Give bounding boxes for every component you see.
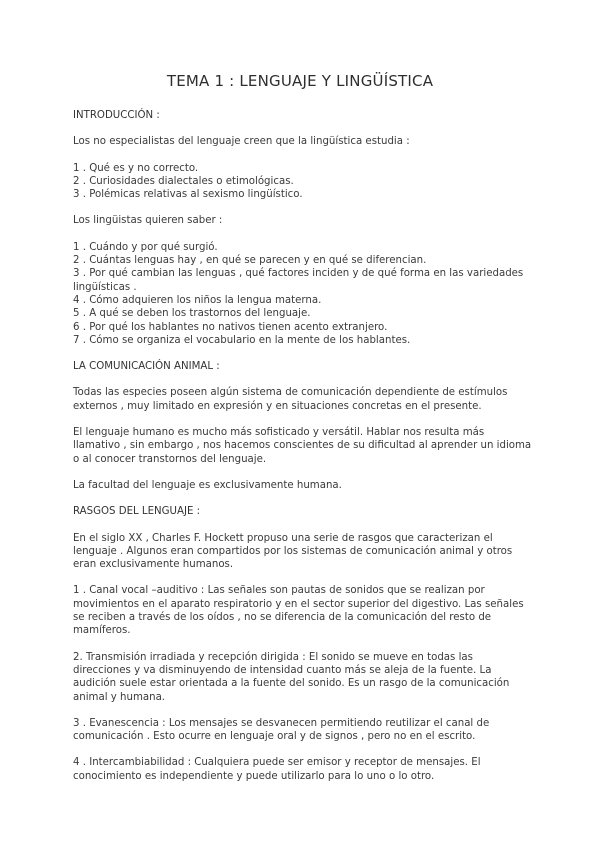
rasgo-item: 1 . Canal vocal –auditivo : Las señales son pautas de sonidos que se realizan por movimientos en el aparato respiratorio y en el sector superior del digestivo. Las señales se reciben a través de los oídos , no se diferencia de la comunicación del resto de mamíferos. [73, 585, 524, 637]
list-item: 6 . Por qué los hablantes no nativos tienen acento extranjero. [73, 321, 388, 333]
list-item: 5 . A qué se deben los trastornos del lenguaje. [73, 308, 311, 320]
animal-paragraph-2: El lenguaje humano es mucho más sofisticado y versátil. Hablar nos resulta más llamativo , sin embargo , nos hacemos conscientes de su dificultad al aprender un idioma o al conocer transtornos del lenguaje. [73, 427, 532, 465]
intro-paragraph-2: Los lingüistas quieren saber : [73, 215, 223, 227]
intro-heading: INTRODUCCIÓN : [73, 110, 160, 121]
rasgos-paragraph-1: En el siglo XX , Charles F. Hockett propuso una serie de rasgos que caracterizan el lenguaje . Algunos eran compartidos por los sistemas de comunicación animal y otros eran exclusivamente humanos. [73, 532, 513, 571]
rasgo-item: 2. Transmisión irradiada y recepción dirigida : El sonido se mueve en todas las direcciones y va disminuyendo de intensidad cuanto más se aleja de la fuente. La audición suele estar orientada a la fuente del sonido. Es un rasgo de la comunicación animal y humana. [73, 651, 510, 703]
list-item: 2 . Cuántas lenguas hay , en qué se parecen y en qué se diferencian. [73, 255, 427, 267]
rasgo-item: 4 . Intercambiabilidad : Cualquiera puede ser emisor y receptor de mensajes. El conocimiento es independiente y puede utilizarlo para lo uno o lo otro. [73, 757, 481, 782]
list-item: 3 . Polémicas relativas al sexismo lingüístico. [73, 189, 303, 201]
list-item: 2 . Curiosidades dialectales o etimológicas. [73, 175, 294, 187]
rasgo-item: 3 . Evanescencia : Los mensajes se desvanecen permitiendo reutilizar el canal de comunicación . Esto ocurre en lenguaje oral y de signos , pero no en el escrito. [73, 717, 490, 743]
list-item: 7 . Cómo se organiza el vocabulario en la mente de los hablantes. [73, 334, 411, 346]
animal-paragraph-3: La facultad del lenguaje es exclusivamente humana. [73, 479, 342, 491]
intro-paragraph-1: Los no especialistas del lenguaje creen que la lingüística estudia : [73, 136, 410, 148]
list-item: 1 . Qué es y no correcto. [73, 162, 199, 174]
animal-paragraph-1: Todas las especies poseen algún sistema de comunicación dependiente de estímulos externos , muy limitado en expresión y en situaciones concretas en el presente. [73, 387, 508, 412]
document-body [73, 109, 533, 783]
list-item: 1 . Cuándo y por qué surgió. [73, 241, 218, 253]
list-item: 4 . Cómo adquieren los niños la lengua materna. [73, 294, 322, 306]
page-title: TEMA 1 : LENGUAJE Y LINGÜÍSTICA [166, 72, 434, 90]
animal-heading: LA COMUNICACIÓN ANIMAL : [73, 361, 220, 373]
rasgos-heading: RASGOS DEL LENGUAJE : [73, 506, 201, 518]
list-item: 3 . Por qué cambian las lenguas , qué factores inciden y de qué forma en las variedades lingüísticas . [73, 268, 524, 293]
